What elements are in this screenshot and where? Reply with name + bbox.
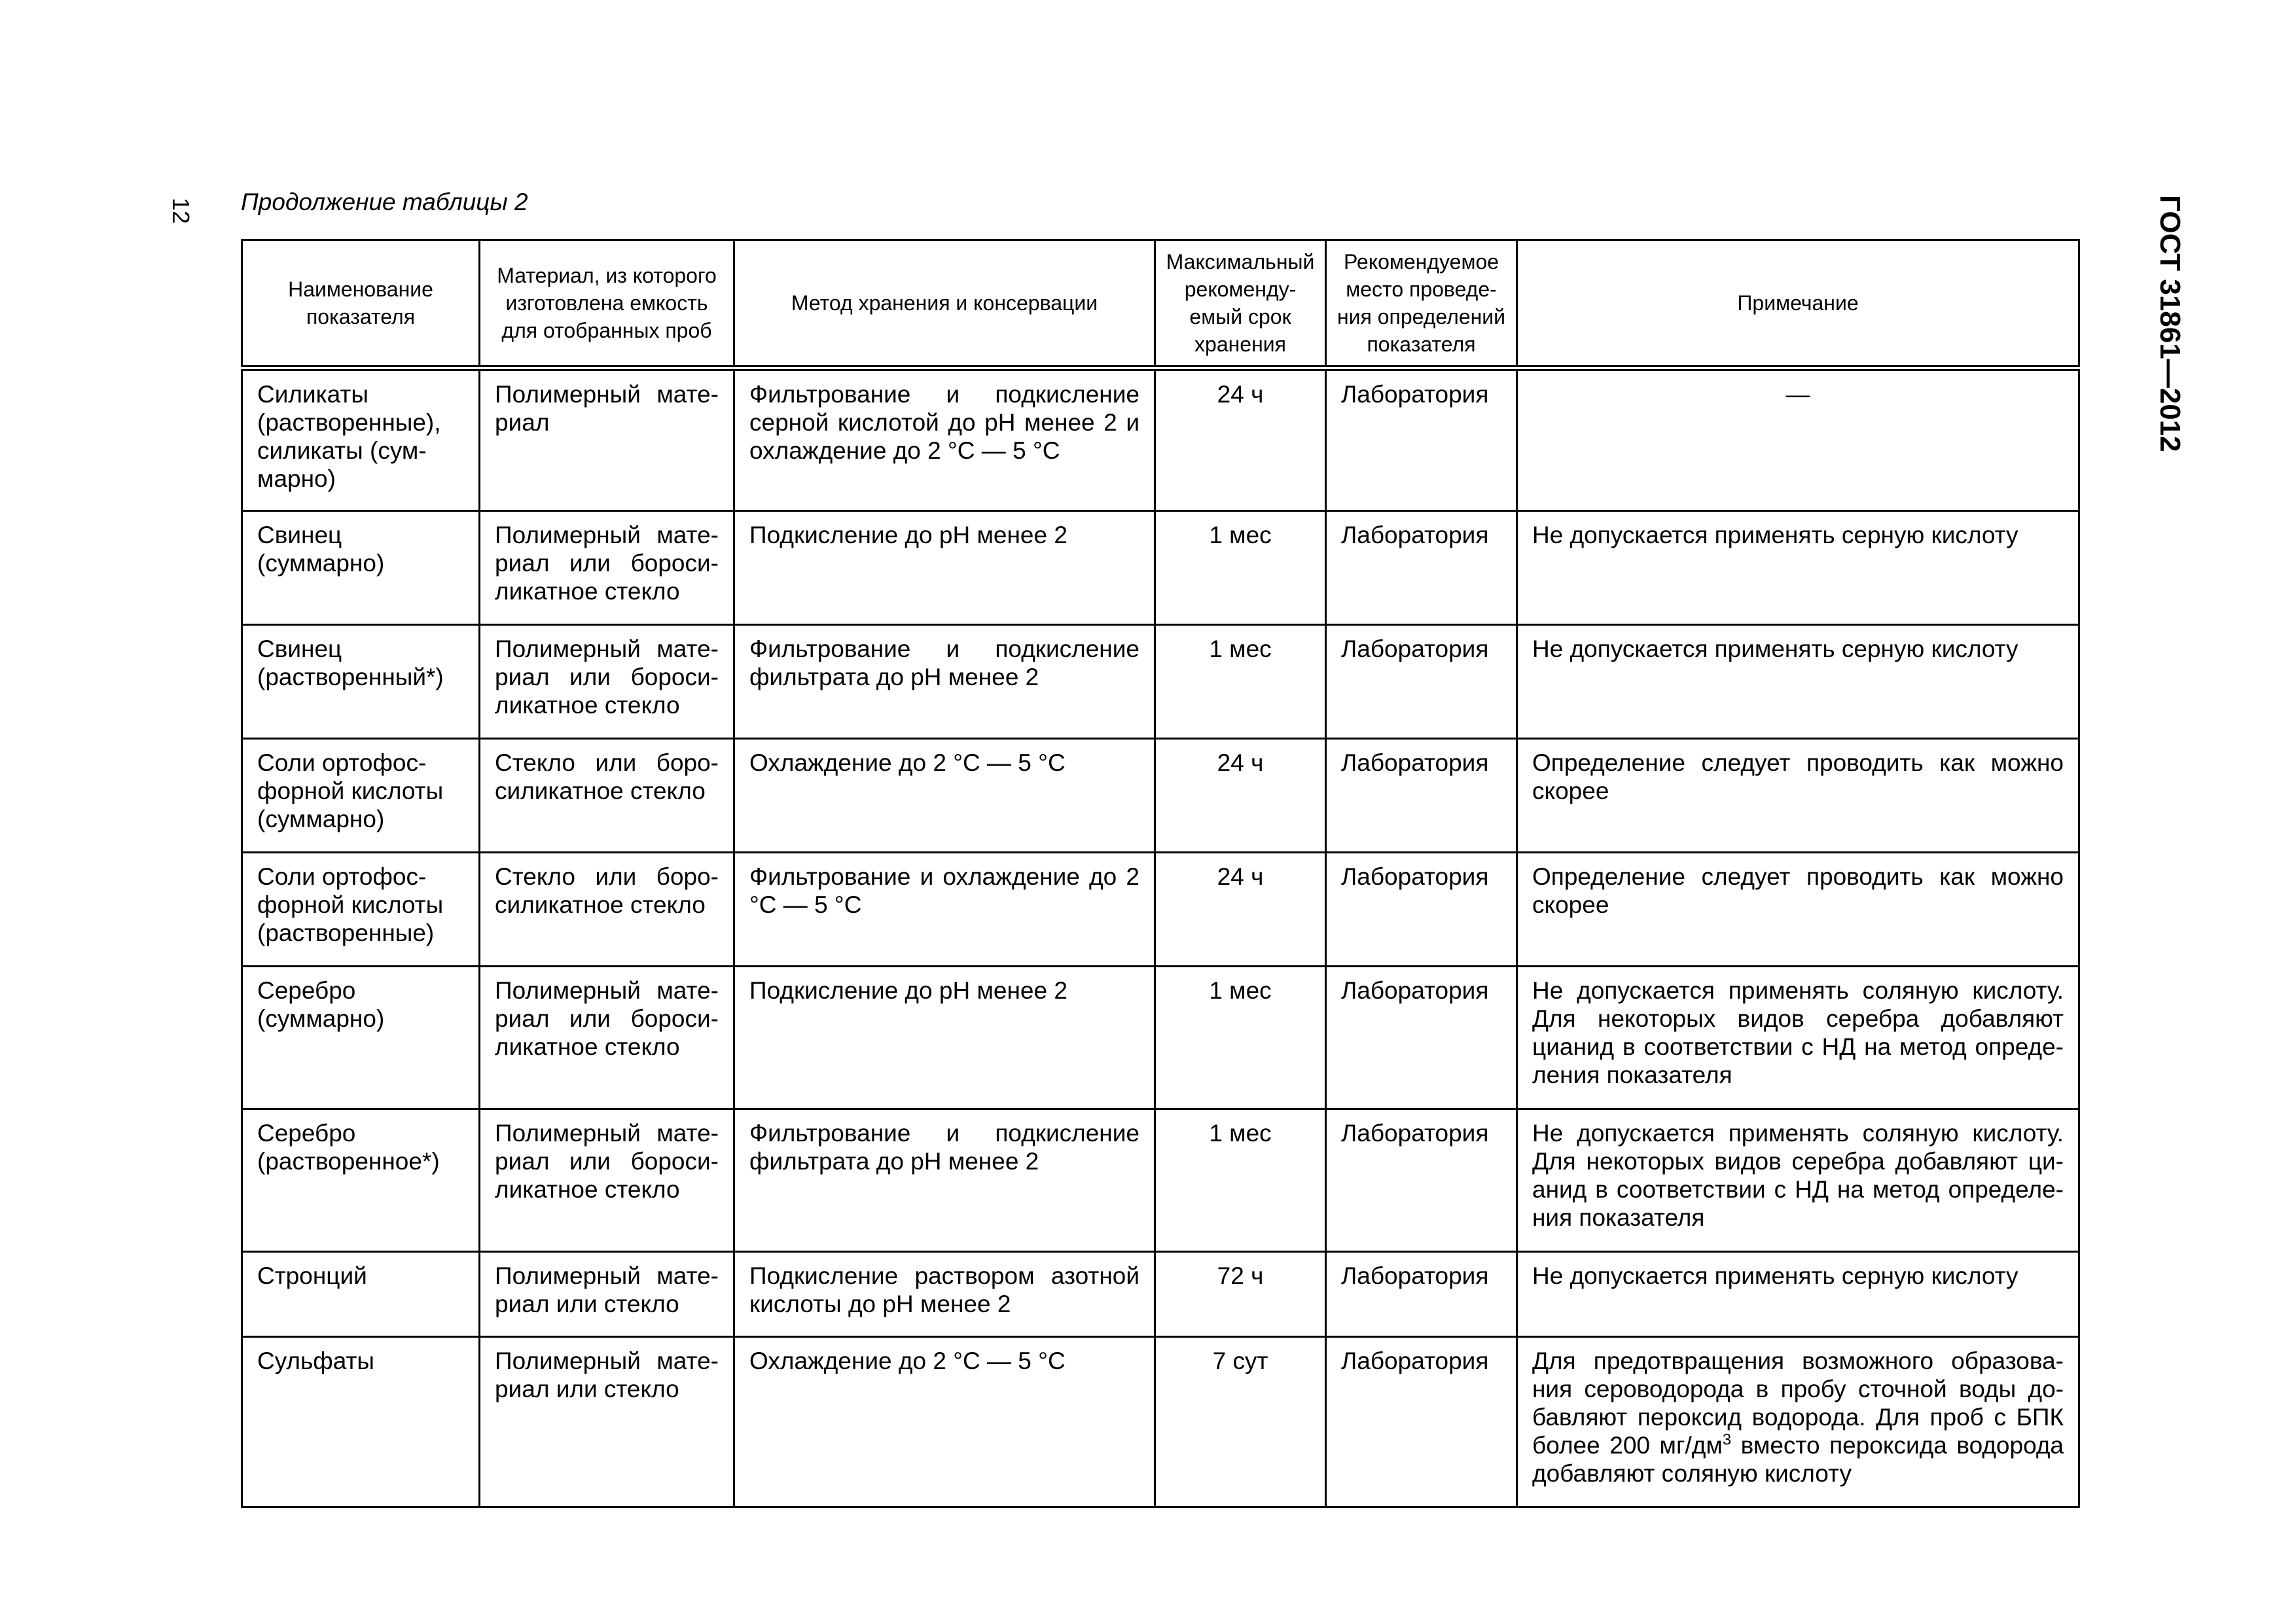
cell-term: 1 мес bbox=[1155, 967, 1326, 1109]
table-row bbox=[242, 368, 2079, 511]
table-row bbox=[242, 625, 2079, 739]
cell-material: Полимерный мате-риал или стекло bbox=[480, 1252, 734, 1337]
table-header-row bbox=[242, 240, 2079, 368]
cell-place: Лаборатория bbox=[1326, 625, 1517, 739]
cell-note: — bbox=[1517, 368, 2079, 511]
cell-note bbox=[1517, 1337, 2079, 1507]
superscript-unit: 3 bbox=[1722, 1431, 1732, 1449]
cell-material: Полимерный мате-риал или бороси-ликатное стекло bbox=[480, 625, 734, 739]
cell-method: Подкисление раствором азотной кислоты до pH менее 2 bbox=[734, 1252, 1155, 1337]
cell-term: 24 ч bbox=[1155, 368, 1326, 511]
cell-term: 7 сут bbox=[1155, 1337, 1326, 1507]
cell-place: Лаборатория bbox=[1326, 967, 1517, 1109]
cell-material: Стекло или боро-силикатное стекло bbox=[480, 739, 734, 853]
cell-place: Лаборатория bbox=[1326, 368, 1517, 511]
cell-term: 24 ч bbox=[1155, 739, 1326, 853]
cell-method: Фильтрование и подкисление фильтрата до pH менее 2 bbox=[734, 625, 1155, 739]
cell-method: Фильтрование и подкисление серной кислотой до pH менее 2 и охлаждение до 2 °С — 5 °С bbox=[734, 368, 1155, 511]
cell-material: Полимерный мате-риал или бороси-ликатное стекло bbox=[480, 511, 734, 625]
table-row bbox=[242, 967, 2079, 1109]
cell-indicator: Серебро (суммарно) bbox=[242, 967, 480, 1109]
cell-method: Подкисление до pH менее 2 bbox=[734, 511, 1155, 625]
note-text-continued: вместо пероксида водорода добавляют соляную кислоту bbox=[1532, 1432, 2064, 1487]
table-row bbox=[242, 1252, 2079, 1337]
cell-place: Лаборатория bbox=[1326, 1252, 1517, 1337]
cell-indicator: Стронций bbox=[242, 1252, 480, 1337]
page-number: 12 bbox=[168, 198, 194, 224]
cell-note: Не допускается применять соляную кислоту. Для некоторых видов серебра добавляют цианид в соответствии с НД на метод опреде-ления показателя bbox=[1517, 967, 2079, 1109]
cell-note: Определение следует проводить как можно скорее bbox=[1517, 739, 2079, 853]
cell-material: Полимерный мате-риал или стекло bbox=[480, 1337, 734, 1507]
cell-place: Лаборатория bbox=[1326, 1337, 1517, 1507]
table-row bbox=[242, 1109, 2079, 1252]
cell-indicator: Серебро (растворенное*) bbox=[242, 1109, 480, 1252]
cell-indicator: Соли ортофос-форной кислоты (суммарно) bbox=[242, 739, 480, 853]
cell-material: Стекло или боро-силикатное стекло bbox=[480, 853, 734, 967]
cell-term: 1 мес bbox=[1155, 1109, 1326, 1252]
cell-term: 1 мес bbox=[1155, 625, 1326, 739]
cell-indicator: Силикаты (растворенные), силикаты (сум-марно) bbox=[242, 368, 480, 511]
cell-place: Лаборатория bbox=[1326, 1109, 1517, 1252]
cell-note: Определение следует проводить как можно скорее bbox=[1517, 853, 2079, 967]
cell-note: Не допускается применять серную кислоту bbox=[1517, 1252, 2079, 1337]
header-term: Максимальный рекоменду-емый срок хранения bbox=[1155, 240, 1326, 368]
cell-material: Полимерный мате-риал или бороси-ликатное стекло bbox=[480, 1109, 734, 1252]
storage-table bbox=[241, 239, 2080, 1508]
cell-note: Не допускается применять серную кислоту bbox=[1517, 625, 2079, 739]
cell-place: Лаборатория bbox=[1326, 511, 1517, 625]
cell-material: Полимерный мате-риал bbox=[480, 368, 734, 511]
cell-method: Фильтрование и охлаждение до 2 °С — 5 °С bbox=[734, 853, 1155, 967]
cell-term: 72 ч bbox=[1155, 1252, 1326, 1337]
header-material: Материал, из которого изготовлена емкость для отобранных проб bbox=[480, 240, 734, 368]
cell-term: 24 ч bbox=[1155, 853, 1326, 967]
cell-method: Фильтрование и подкисление фильтрата до pH менее 2 bbox=[734, 1109, 1155, 1252]
cell-method: Охлаждение до 2 °С — 5 °С bbox=[734, 739, 1155, 853]
table-caption: Продолжение таблицы 2 bbox=[241, 188, 528, 215]
cell-note: Не допускается применять соляную кислоту. Для некоторых видов серебра добавляют ци-анид в соответствии с НД на метод определе-ния показателя bbox=[1517, 1109, 2079, 1252]
cell-indicator: Свинец (суммарно) bbox=[242, 511, 480, 625]
standard-code: ГОСТ 31861—2012 bbox=[2154, 195, 2186, 452]
cell-place: Лаборатория bbox=[1326, 853, 1517, 967]
cell-indicator: Свинец (растворенный*) bbox=[242, 625, 480, 739]
cell-term: 1 мес bbox=[1155, 511, 1326, 625]
cell-indicator: Сульфаты bbox=[242, 1337, 480, 1507]
note-text: Для предотвращения возможного образова-ния сероводорода в пробу сточной воды до-бавляют пероксид водорода. Для проб с БПК более 200 мг/дм bbox=[1532, 1347, 2064, 1459]
table-row bbox=[242, 739, 2079, 853]
header-method: Метод хранения и консервации bbox=[734, 240, 1155, 368]
cell-method: Охлаждение до 2 °С — 5 °С bbox=[734, 1337, 1155, 1507]
header-place: Рекомендуемое место проведе-ния определений показателя bbox=[1326, 240, 1517, 368]
header-note: Примечание bbox=[1517, 240, 2079, 368]
cell-note: Не допускается применять серную кислоту bbox=[1517, 511, 2079, 625]
cell-indicator: Соли ортофос-форной кислоты (растворенные) bbox=[242, 853, 480, 967]
cell-method: Подкисление до pH менее 2 bbox=[734, 967, 1155, 1109]
header-indicator: Наименование показателя bbox=[242, 240, 480, 368]
table-row bbox=[242, 1337, 2079, 1507]
cell-material: Полимерный мате-риал или бороси-ликатное стекло bbox=[480, 967, 734, 1109]
cell-place: Лаборатория bbox=[1326, 739, 1517, 853]
table-row bbox=[242, 853, 2079, 967]
table-row bbox=[242, 511, 2079, 625]
